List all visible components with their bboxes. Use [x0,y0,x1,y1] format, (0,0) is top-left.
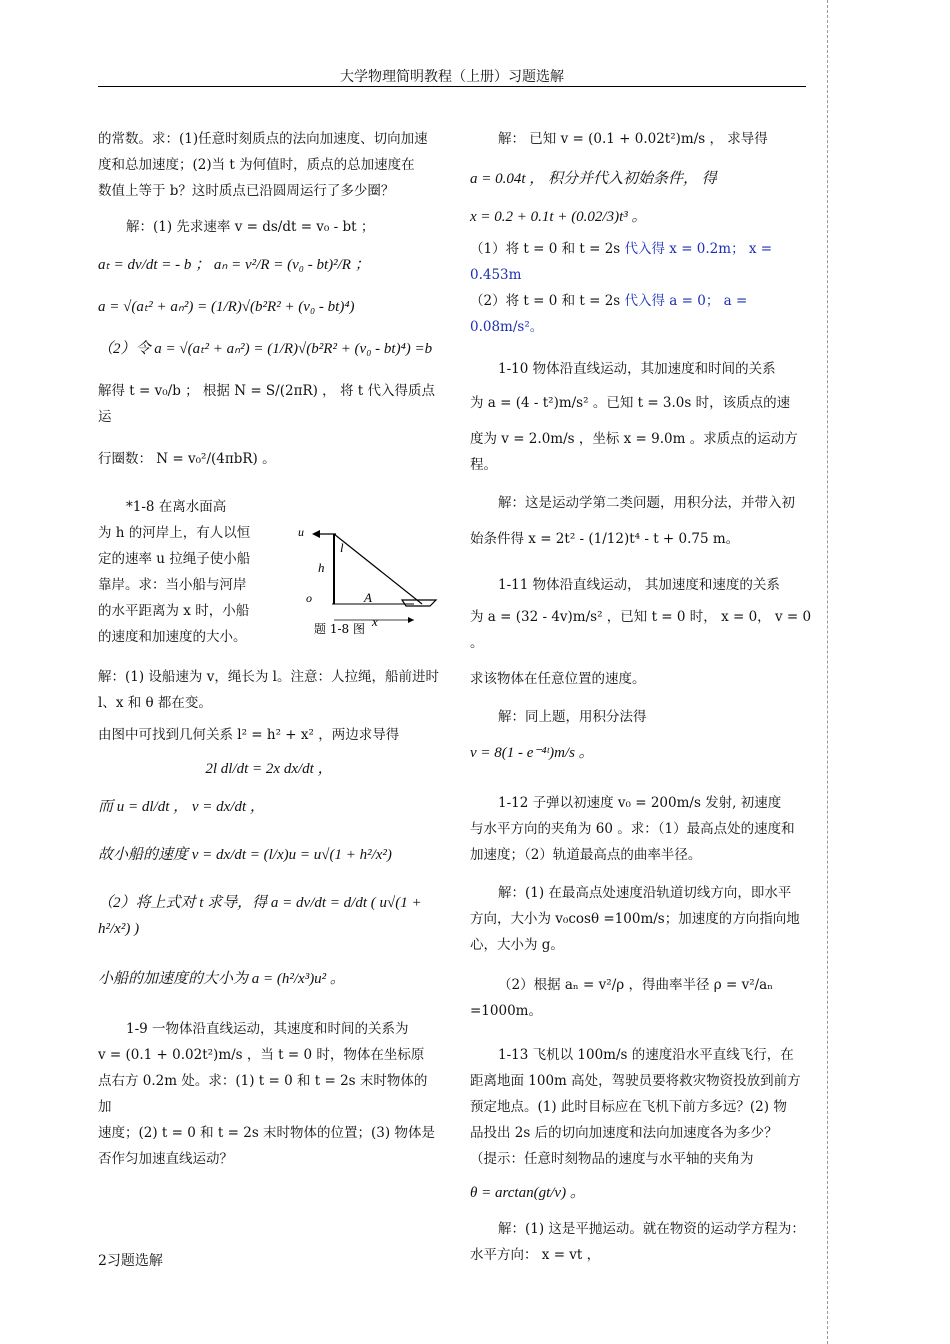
equation: 2l dl/dt = 2x dx/dt ， [205,761,333,777]
figure-1-8 [296,522,444,642]
problem-line: 定的速率 u 拉绳子使小船 [98,551,251,567]
problem-line: 度为 v = 2.0m/s ，坐标 x = 9.0m 。求质点的运动方 [470,431,798,447]
fig-label-x: x [372,614,378,629]
problem-line: 的水平距离为 x 时，小船 [98,603,250,619]
solution-line: 心，大小为 g。 [470,937,564,953]
problem-line: v = (0.1 + 0.02t²)m/s ，当 t = 0 时，物体在坐标原 [98,1047,425,1063]
fig-caption: 题 1-8 图 [314,622,365,636]
equation: x = 0.2 + 0.1t + (0.02/3)t³ 。 [470,209,647,225]
problem-line: 否作匀加速直线运动？ [98,1151,233,1167]
problem-line: 与水平方向的夹角为 60 。求：（1）最高点处的速度和 [470,821,795,837]
equation: 小船的加速度的大小为 a = (h²/x³)u² 。 [98,971,345,987]
solution-line: 行圈数： N = v₀²/(4πbR) 。 [98,451,276,467]
solution-line: 解：同上题，用积分法得 [498,709,647,725]
problem-line: *1-8 在离水面高 [126,499,227,515]
problem-line: 为 h 的河岸上，有人以恒 [98,525,251,541]
problem-line: 的速度和加速度的大小。 [98,629,247,645]
solution-result: 代入得 a = 0； a = 0.08m/s²。 [470,293,748,335]
problem-line: 速度；(2) t = 0 和 t = 2s 末时物体的位置；(3) 物体是 [98,1125,435,1141]
text-line: 数值上等于 b？这时质点已沿圆周运行了多少圈？ [98,183,395,199]
problem-line: 距离地面 100m 高处，驾驶员要将救灾物资投放到前方 [470,1073,801,1089]
problem-line: 1-9 一物体沿直线运动，其速度和时间的关系为 [126,1021,409,1037]
problem-line: 1-10 物体沿直线运动，其加速度和时间的关系 [498,361,776,377]
solution-line: 解：(1) 设船速为 v，绳长为 l。注意：人拉绳，船前进时 [98,669,439,685]
equation: 故小船的速度 v = dx/dt = (l/x)u = u√(1 + h²/x²) [98,847,392,863]
solution-line: 由图中可找到几何关系 l² = h² + x² ，两边求导得 [98,727,400,743]
equation: v = 8(1 - e⁻⁴ᵗ)m/s 。 [470,745,594,761]
problem-line: 加速度；（2）轨道最高点的曲率半径。 [470,847,702,863]
solution-result: 代入得 x = 0.2m； x = 0.453m [470,241,773,283]
header-rule [98,86,806,87]
equation: （2）令 a = √(aₜ² + aₙ²) = (1/R)√(b²R² + (v₀ - bt)⁴) =b [98,341,433,357]
problem-line: 点右方 0.2m 处。求：(1) t = 0 和 t = 2s 末时物体的加 [98,1073,428,1115]
solution-line: 始条件得 x = 2t² - (1/12)t⁴ - t + 0.75 m。 [470,531,740,547]
problem-line: 1-12 子弹以初速度 v₀ = 200m/s 发射, 初速度 [498,795,782,811]
equation: a = 0.04t ， 积分并代入初始条件， 得 [470,171,717,187]
equation: 而 u = dl/dt ， v = dx/dt ， [98,799,265,815]
problem-line: 预定地点。(1) 此时目标应在飞机下前方多远？(2) 物 [470,1099,787,1115]
page-header: 大学物理简明教程（上册）习题选解 [340,69,564,85]
equation: θ = arctan(gt/v) 。 [470,1185,585,1201]
problem-line: 程。 [470,457,497,473]
equation: （2）将上式对 t 求导，得 a = dv/dt = d/dt ( u√(1 + h²/x²) ) [98,895,422,937]
solution-line: 解：(1) 这是平抛运动。就在物资的运动学方程为： [498,1221,805,1237]
equation: a = √(aₜ² + aₙ²) = (1/R)√(b²R² + (v₀ - bt)⁴) [98,299,355,315]
problem-line: 品投出 2s 后的切向加速度和法向加速度各为多少？ [470,1125,778,1141]
solution-line: 解：(1) 在最高点处速度沿轨道切线方向，即水平 [498,885,792,901]
solution-line: 水平方向： x = vt ， [470,1247,601,1263]
fig-label-o: o [306,591,312,605]
solution-line: l、x 和 θ 都在变。 [98,695,212,711]
solution-line: 解得 t = v₀/b ； 根据 N = S/(2πR) ， 将 t 代入得质点运 [98,383,435,425]
equation: aₜ = dv/dt = - b ； aₙ = v²/R = (v₀ - bt)²/R ； [98,257,370,273]
solution-line: 方向，大小为 v₀cosθ =100m/s；加速度的方向指向地 [470,911,800,927]
solution-pre: （1）将 t = 0 和 t = 2s [470,241,625,257]
problem-line: 1-11 物体沿直线运动， 其加速度和速度的关系 [498,577,780,593]
solution-line [470,288,812,340]
fig-label-A: A [364,590,372,605]
solution-line: 解： 已知 v = (0.1 + 0.02t²)m/s ， 求导得 [498,131,768,147]
solution-line: 解：这是运动学第二类问题，用积分法，并带入初 [498,495,795,511]
problem-line: （提示：任意时刻物品的速度与水平轴的夹角为 [470,1151,754,1167]
solution-line: （2）根据 aₙ = v²/ρ ，得曲率半径 ρ = v²/aₙ =1000m。 [470,977,774,1019]
problem-line: 靠岸。求：当小船与河岸 [98,577,247,593]
problem-line: 为 a = (4 - t²)m/s² 。已知 t = 3.0s 时，该质点的速 [470,395,791,411]
left-column [98,126,440,1172]
problem-line: 1-13 飞机以 100m/s 的速度沿水平直线飞行，在 [498,1047,794,1063]
text-line: 的常数。求：(1)任意时刻质点的法向加速度、切向加速 [98,131,428,147]
fig-label-u: u [298,525,304,539]
solution-line [470,236,812,288]
solution-pre: （2）将 t = 0 和 t = 2s [470,293,625,309]
fig-label-l: l [340,540,344,555]
right-column [470,126,812,1268]
fig-label-h: h [318,560,325,575]
page-cut-line [827,0,828,1344]
solution-line: 解：(1) 先求速率 v = ds/dt = v₀ - bt ； [126,219,375,235]
text-line: 度和总加速度；(2)当 t 为何值时，质点的总加速度在 [98,157,415,173]
problem-line: 求该物体在任意位置的速度。 [470,671,646,687]
page-footer: 2习题选解 [98,1253,163,1269]
problem-line: 为 a = (32 - 4v)m/s² ，已知 t = 0 时， x = 0， v = 0 。 [470,609,812,651]
